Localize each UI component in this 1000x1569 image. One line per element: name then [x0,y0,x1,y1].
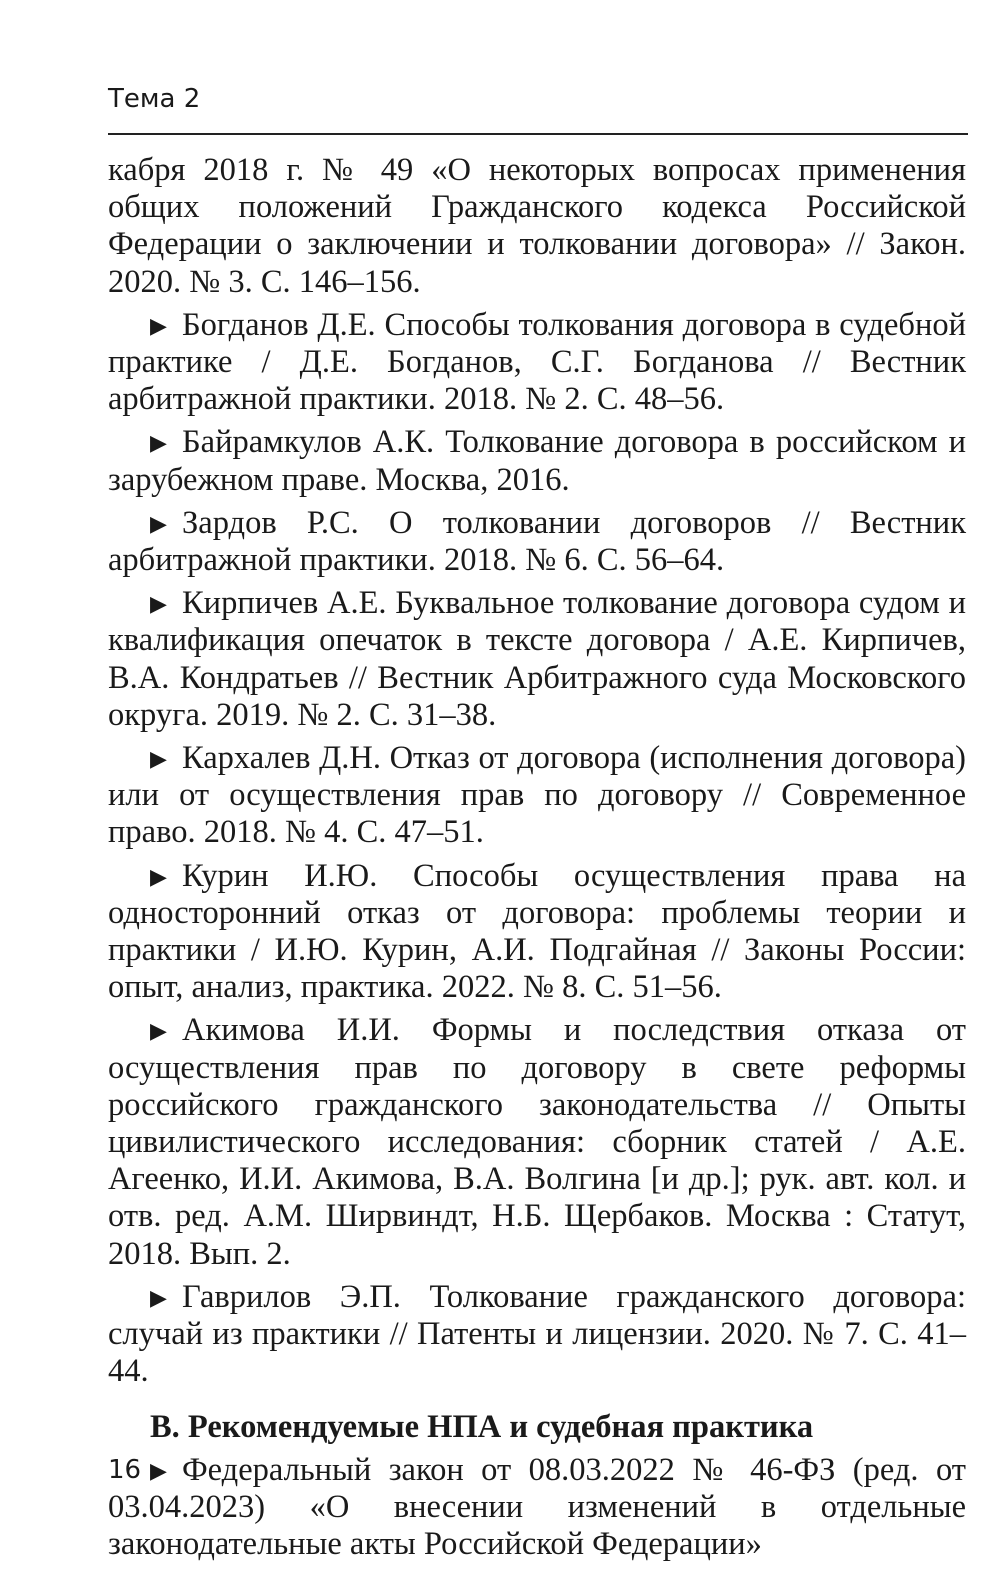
page-body [108,152,966,1569]
reference-item [108,585,966,734]
legal-act-text: Федеральный закон от 08.03.2022 № 46-ФЗ (ред. от 03.04.2023) «О внесении изменений в отдельные законодательные акты Российской Федерации» [108,1451,966,1563]
reference-text: Акимова И.И. Формы и последствия отказа от осуществления прав по договору в свете реформы российского гражданского законодательства // Опыты цивилистического исследования: сборник статей / А.Е. Агеенко, И.И. Акимова, В.А. Волгина [и др.]; рук. авт. кол. и отв. ред. А.М. Ширвиндт, Н.Б. Щербаков. Москва : Статут, 2018. Вып. 2. [108,1012,966,1272]
reference-text: Байрамкулов А.К. Толкование договора в российском и зарубежном праве. Москва, 2016. [108,424,966,498]
bullet-arrow-icon: ▶ [150,863,167,889]
reference-item [108,858,966,1007]
reference-item [108,1012,966,1272]
continuation-paragraph: кабря 2018 г. № 49 «О некоторых вопросах применения общих положений Гражданского кодекса Российской Федерации о заключении и толковании договора» // Закон. 2020. № 3. С. 146–156. [108,152,966,300]
reference-item [108,424,966,498]
bullet-arrow-icon: ▶ [150,1018,167,1044]
reference-text: Кархалев Д.Н. Отказ от договора (исполнения договора) или от осуществления прав по договору // Современное право. 2018. № 4. С. 47–51. [108,740,966,851]
reference-text: Зардов Р.С. О толковании договоров // Вестник арбитражной практики. 2018. № 6. С. 56–64. [108,504,966,579]
reference-text: Кирпичев А.Е. Буквальное толкование договора судом и квалификация опечаток в тексте договора / А.Е. Кирпичев, В.А. Кондратьев // Вестник Арбитражного суда Московского округа. 2019. № 2. С. 31–38. [108,585,966,733]
page-number: 16 [108,1455,142,1485]
bullet-arrow-icon: ▶ [150,430,167,456]
section-heading: В. Рекомендуемые НПА и судебная практика [150,1408,814,1445]
legal-act-item [108,1452,966,1564]
header-rule [108,133,968,135]
reference-text: Гаврилов Э.П. Толкование гражданского договора: случай из практики // Патенты и лицензии. 2020. № 7. С. 41–44. [108,1278,966,1390]
bullet-arrow-icon: ▶ [150,510,167,536]
bullet-arrow-icon: ▶ [150,1284,167,1310]
bullet-arrow-icon: ▶ [150,746,167,772]
bullet-arrow-icon: ▶ [150,591,167,617]
bullet-arrow-icon: ▶ [150,312,167,338]
reference-item [108,307,966,419]
reference-item [108,505,966,579]
running-title: Тема 2 [108,84,201,114]
reference-text: Курин И.Ю. Способы осуществления права на односторонний отказ от договора: проблемы теории и практики / И.Ю. Курин, А.И. Подгайная // Законы России: опыт, анализ, практика. 2022. № 8. С. 51–56. [108,857,966,1006]
reference-text: Богданов Д.Е. Способы толкования договора в судебной практике / Д.Е. Богданов, С.Г. Богданова // Вестник арбитражной практики. 2018. № 2. С. 48–56. [108,306,966,418]
bullet-arrow-icon: ▶ [150,1457,167,1483]
reference-item [108,740,966,852]
reference-item [108,1279,966,1391]
